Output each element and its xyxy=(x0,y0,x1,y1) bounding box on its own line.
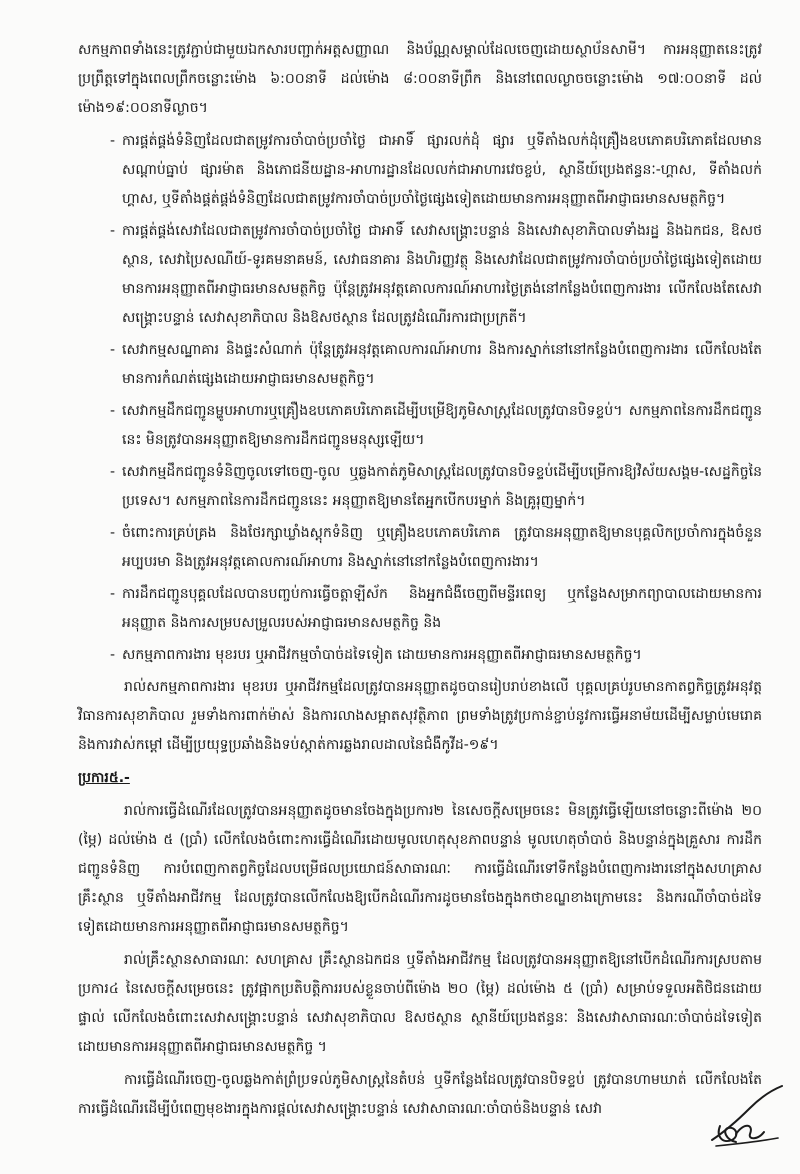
handwritten-signature-icon xyxy=(706,1082,786,1152)
bullet-dash: - xyxy=(110,342,116,358)
list-item-text: ការផ្គត់ផ្គង់ទំនិញដែលជាតម្រូវការចាំបាច់ប្រចាំថ្ងៃ ជាអាទិ៍ ផ្សារលក់ដុំ ផ្សារ ឬទីតាំងលក់ដុំគ្រឿងឧបភោគបរិភោគដែលមានសណ្ដាប់ធ្នាប់ ផ្សារម៉ាត និងភោជនីយដ្ឋាន-អាហារដ្ឋានដែលលក់ជាអាហារវេចខ្ចប់, ស្ថានីយ៍ប្រេងឥន្ធនៈ-ហ្គាស, ទីតាំងលក់ហ្គាស, ឬទីតាំងផ្គត់ផ្គង់ទំនិញដែលជាតម្រូវការចាំបាច់ប្រចាំថ្ងៃផ្សេងទៀតដោយមានការអនុញ្ញាតពីអាជ្ញាធរមានសមត្ថកិច្ច។ xyxy=(122,133,762,207)
list-item xyxy=(78,397,762,455)
list-item-text: ការដឹកជញ្ជូនបុគ្គលដែលបានបញ្ចប់ការធ្វើចត្តាឡីស័ក និងអ្នកជំងឺចេញពីមន្ទីរពេទ្យ ឬកន្លែងសម្រាកព្យាបាលដោយមានការអនុញ្ញាត និងការសម្របសម្រួលរបស់អាជ្ញាធរមានសមត្ថកិច្ច និង xyxy=(122,586,762,631)
closing-paragraph: រាល់សកម្មភាពការងារ មុខរបរ ឬអាជីវកម្មដែលត្រូវបានអនុញ្ញាតដូចបានរៀបរាប់ខាងលើ បុគ្គលគ្រប់រូបមានកាតព្វកិច្ចត្រូវអនុវត្តវិធានការសុខាភិបាល រួមទាំងការពាក់ម៉ាស់ និងការលាងសម្អាតសុវត្ថិភាព ព្រមទាំងត្រូវប្រកាន់ខ្ជាប់នូវការធ្វើអនាម័យដើម្បីសម្លាប់មេរោគ និងការវាស់កម្ដៅ ដើម្បីប្រយុទ្ធប្រឆាំងនិងទប់ស្កាត់ការឆ្លងរាលដាលនៃជំងឺកូវីដ-១៩។ xyxy=(78,679,762,753)
bullet-dash: - xyxy=(110,647,116,663)
list-item-text: ចំពោះការគ្រប់គ្រង និងថែរក្សាឃ្លាំងស្តុកទំនិញ ឬគ្រឿងឧបភោគបរិភោគ ត្រូវបានអនុញ្ញាតឱ្យមានបុគ្គលិកប្រចាំការក្នុងចំនួនអប្បបរមា និងត្រូវអនុវត្តគោលការណ៍អាហារ និងស្នាក់នៅនៅកន្លែងបំពេញការងារ។ xyxy=(122,525,762,570)
list-item xyxy=(78,641,762,670)
list-item-text: សេវាកម្មដឹកជញ្ជូនទំនិញចូលទៅចេញ-ចូល ឬឆ្លងកាត់ភូមិសាស្ត្រដែលត្រូវបានបិទខ្ទប់ដើម្បីបម្រើការឱ្យវិស័យសង្គម-សេដ្ឋកិច្ចនៃប្រទេស។ សកម្មភាពនៃការដឹកជញ្ជូននេះ អនុញ្ញាតឱ្យមានតែអ្នកបើកបរម្នាក់ និងគ្រូរុញម្នាក់។ xyxy=(122,464,762,509)
list-item xyxy=(78,127,762,214)
list-item xyxy=(78,217,762,333)
list-item-text: ការផ្គត់ផ្គង់សេវាដែលជាតម្រូវការចាំបាច់ប្រចាំថ្ងៃ ជាអាទិ៍ សេវាសង្គ្រោះបន្ទាន់ និងសេវាសុខាភិបាលទាំងរដ្ឋ និងឯកជន, ឱសថស្ថាន, សេវាប្រៃសណីយ៍-ទូរគមនាគមន៍, សេវាធនាគារ និងហិរញ្ញវត្ថុ និងសេវាដែលជាតម្រូវការចាំបាច់ប្រចាំថ្ងៃផ្សេងទៀតដោយមានការអនុញ្ញាតពីអាជ្ញាធរមានសមត្ថកិច្ច ប៉ុន្តែត្រូវអនុវត្តគោលការណ៍អាហារថ្ងៃត្រង់នៅកន្លែងបំពេញការងារ លើកលែងតែសេវាសង្គ្រោះបន្ទាន់ សេវាសុខាភិបាល និងឱសថស្ថាន ដែលត្រូវដំណើរការជាប្រក្រតី។ xyxy=(122,223,762,326)
bullet-dash: - xyxy=(110,133,116,149)
article-paragraph-1: រាល់ការធ្វើដំណើរដែលត្រូវបានអនុញ្ញាតដូចមានចែងក្នុងប្រការ២ នៃសេចក្ដីសម្រេចនេះ មិនត្រូវធ្វើឡើយនៅចន្លោះពីម៉ោង ២០ (ម្ភៃ) ដល់ម៉ោង ៥ (ប្រាំ) លើកលែងចំពោះការធ្វើដំណើរដោយមូលហេតុសុខភាពបន្ទាន់ មូលហេតុចាំបាច់ និងបន្ទាន់ក្នុងគ្រួសារ ការដឹកជញ្ជូនទំនិញ ការបំពេញកាតព្វកិច្ចដែលបម្រើផលប្រយោជន៍សាធារណៈ ការធ្វើដំណើរទៅទីកន្លែងបំពេញការងារនៅក្នុងសហគ្រាស គ្រឹះស្ថាន ឬទីតាំងអាជីវកម្ម ដែលត្រូវបានលើកលែងឱ្យបើកដំណើរការដូចមានចែងក្នុងកថាខណ្ឌខាងក្រោមនេះ និងករណីចាំបាច់ដទៃទៀតដោយមានការអនុញ្ញាតពីអាជ្ញាធរមានសមត្ថកិច្ច។ xyxy=(78,803,762,935)
bullet-dash: - xyxy=(110,223,116,239)
article-heading: ប្រការ៥.- xyxy=(78,770,130,786)
list-item xyxy=(78,336,762,394)
list-item-text: សេវាកម្មដឹកជញ្ជូនម្ហូបអាហារឬគ្រឿងឧបភោគបរិភោគដើម្បីបម្រើឱ្យភូមិសាស្ត្រដែលត្រូវបានបិទខ្ទប់។ សកម្មភាពនៃការដឹកជញ្ជូននេះ មិនត្រូវបានអនុញ្ញាតឱ្យមានការដឹកជញ្ជូនមនុស្សឡើយ។ xyxy=(122,403,762,448)
bullet-dash: - xyxy=(110,403,116,419)
document-body xyxy=(78,36,762,1128)
article-paragraph-2: រាល់គ្រឹះស្ថានសាធារណៈ សហគ្រាស គ្រឹះស្ថានឯកជន ឬទីតាំងអាជីវកម្ម ដែលត្រូវបានអនុញ្ញាតឱ្យនៅបើកដំណើរការស្របតាមប្រការ៤ នៃសេចក្ដីសម្រេចនេះ ត្រូវផ្អាកប្រតិបត្តិការរបស់ខ្លួនចាប់ពីម៉ោង ២០ (ម្ភៃ) ដល់ម៉ោង ៥ (ប្រាំ) សម្រាប់ទទួលអតិថិជនដោយផ្ទាល់ លើកលែងចំពោះសេវាសង្គ្រោះបន្ទាន់ សេវាសុខាភិបាល ឱសថស្ថាន ស្ថានីយ៍ប្រេងឥន្ធនៈ និងសេវាសាធារណៈចាំបាច់ដទៃទៀត ដោយមានការអនុញ្ញាតពីអាជ្ញាធរមានសមត្ថកិច្ច ។ xyxy=(78,952,762,1055)
bullet-list xyxy=(78,127,762,670)
list-item xyxy=(78,580,762,638)
article-paragraph-3: ការធ្វើដំណើរចេញ-ចូលឆ្លងកាត់ព្រំប្រទល់ភូមិសាស្ត្រនៃតំបន់ ឬទីកន្លែងដែលត្រូវបានបិទខ្ទប់ ត្រូវបានហាមឃាត់ លើកលែងតែការធ្វើដំណើរដើម្បីបំពេញមុខងារក្នុងការផ្ដល់សេវាសង្គ្រោះបន្ទាន់ សេវាសាធារណៈចាំបាច់និងបន្ទាន់ សេវា xyxy=(78,1072,762,1117)
list-item xyxy=(78,458,762,516)
list-item xyxy=(78,519,762,577)
intro-paragraph: សកម្មភាពទាំងនេះត្រូវភ្ជាប់ជាមួយឯកសារបញ្ជាក់អត្តសញ្ញាណ និងប័ណ្ណសម្គាល់ដែលចេញដោយស្ថាប័នសាមី។ ការអនុញ្ញាតនេះត្រូវប្រព្រឹត្តទៅក្នុងពេលព្រឹកចន្លោះម៉ោង ៦:០០នាទី ដល់ម៉ោង ៨:០០នាទីព្រឹក និងនៅពេលល្ងាចចន្លោះម៉ោង ១៧:០០នាទី ដល់ម៉ោង១៩:០០នាទីល្ងាច។ xyxy=(78,42,762,116)
bullet-dash: - xyxy=(110,464,116,480)
list-item-text: សកម្មភាពការងារ មុខរបរ ឬអាជីវកម្មចាំបាច់ដទៃទៀត ដោយមានការអនុញ្ញាតពីអាជ្ញាធរមានសមត្ថកិច្ច។ xyxy=(122,647,642,663)
bullet-dash: - xyxy=(110,525,116,541)
list-item-text: សេវាកម្មសណ្ឋាគារ និងផ្ទះសំណាក់ ប៉ុន្តែត្រូវអនុវត្តគោលការណ៍អាហារ និងការស្នាក់នៅនៅកន្លែងបំពេញការងារ លើកលែងតែមានការកំណត់ផ្សេងដោយអាជ្ញាធរមានសមត្ថកិច្ច។ xyxy=(122,342,762,387)
bullet-dash: - xyxy=(110,586,116,602)
